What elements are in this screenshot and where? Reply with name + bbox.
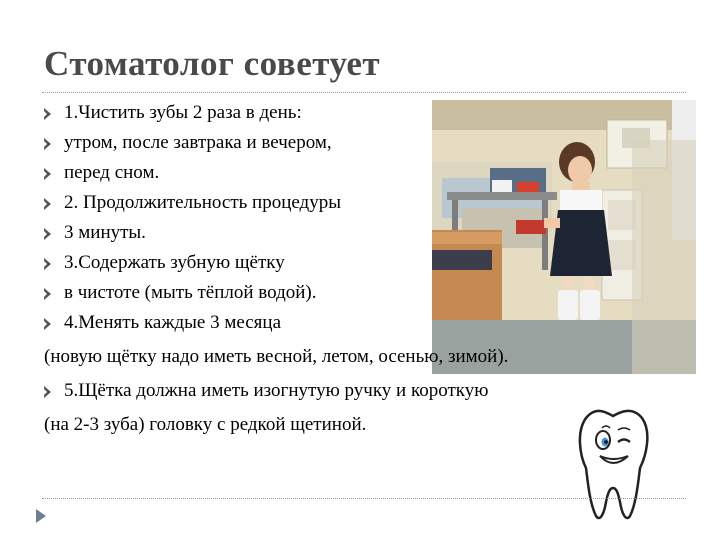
list-item-text: (на 2-3 зуба) головку с редкой щетиной. bbox=[44, 414, 367, 435]
bullet-arrow-icon bbox=[44, 318, 51, 330]
bullet-arrow-icon bbox=[44, 138, 51, 150]
bullet-arrow-icon bbox=[44, 258, 51, 270]
bullet-arrow-icon bbox=[44, 198, 51, 210]
list-item-text: 5.Щётка должна иметь изогнутую ручку и короткую bbox=[64, 380, 489, 401]
list-item-text: (новую щётку надо иметь весной, летом, осенью, зимой). bbox=[44, 346, 509, 367]
bullet-arrow-icon bbox=[44, 168, 51, 180]
title-divider bbox=[42, 92, 686, 93]
tooth-icon bbox=[572, 404, 654, 522]
list-item-text: 3 минуты. bbox=[64, 222, 146, 243]
slide-title: Стоматолог советует bbox=[44, 44, 381, 83]
list-item-text: в чистоте (мыть тёплой водой). bbox=[64, 282, 317, 303]
footer-divider bbox=[42, 498, 686, 499]
list-item-text: 1.Чистить зубы 2 раза в день: bbox=[64, 102, 302, 123]
list-item-text: 3.Содержать зубную щётку bbox=[64, 252, 285, 273]
bullet-arrow-icon bbox=[44, 288, 51, 300]
tooth-cartoon bbox=[572, 404, 654, 522]
list-item-text: 4.Менять каждые 3 месяца bbox=[64, 312, 282, 333]
bullet-arrow-icon bbox=[44, 228, 51, 240]
dental-office-photo bbox=[432, 100, 696, 374]
bullet-arrow-icon bbox=[44, 108, 51, 120]
list-item-text: 2. Продолжительность процедуры bbox=[64, 192, 341, 213]
corner-arrow-icon bbox=[34, 508, 48, 524]
bullet-arrow-icon bbox=[44, 386, 51, 398]
photo-illustration bbox=[432, 100, 696, 374]
list-item-text: перед сном. bbox=[64, 162, 160, 183]
list-item-text: утром, после завтрака и вечером, bbox=[64, 132, 332, 153]
